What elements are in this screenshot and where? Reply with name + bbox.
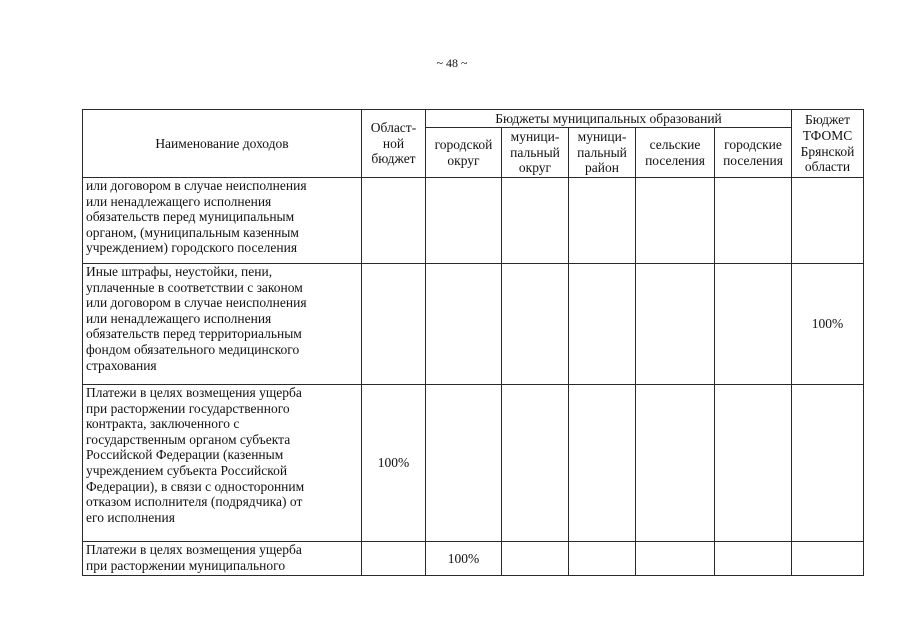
rural-share-cell [636, 385, 715, 542]
revenue-name-cell: или договором в случае неисполнения или ненадлежащего исполнения обязательств перед муниципальным органом, (муниципальным казенным учреждением) городского поселения [83, 178, 362, 264]
table-row [83, 178, 864, 264]
municipal-rayon-share-cell [569, 385, 636, 542]
tfoms-share-cell [792, 385, 864, 542]
municipal-okrug-share-cell [502, 542, 569, 576]
table-header [83, 110, 864, 178]
regional-share-cell [362, 178, 426, 264]
gorodskoy-okrug-share-cell [426, 178, 502, 264]
regional-share-cell [362, 542, 426, 576]
municipal-okrug-share-cell [502, 264, 569, 385]
municipal-rayon-share-cell [569, 264, 636, 385]
header-rural-settlements: сельские поселения [636, 128, 715, 178]
urban-share-cell [715, 542, 792, 576]
gorodskoy-okrug-share-cell: 100% [426, 542, 502, 576]
header-regional-budget: Област- ной бюджет [362, 110, 426, 178]
regional-share-cell [362, 264, 426, 385]
tfoms-share-cell [792, 178, 864, 264]
urban-share-cell [715, 385, 792, 542]
rural-share-cell [636, 178, 715, 264]
municipal-rayon-share-cell [569, 542, 636, 576]
table-row [83, 385, 864, 542]
table-row [83, 542, 864, 576]
municipal-rayon-share-cell [569, 178, 636, 264]
header-municipal-okrug: муници- пальный округ [502, 128, 569, 178]
header-municipal-rayon: муници- пальный район [569, 128, 636, 178]
urban-share-cell [715, 264, 792, 385]
municipal-okrug-share-cell [502, 178, 569, 264]
urban-share-cell [715, 178, 792, 264]
regional-share-cell: 100% [362, 385, 426, 542]
revenue-name-cell: Иные штрафы, неустойки, пени, уплаченные в соответствии с законом или договором в случае неисполнения или ненадлежащего исполнения обязательств перед территориальным фондом обязательного медицинского страхования [83, 264, 362, 385]
table-row [83, 264, 864, 385]
header-municipal-budgets: Бюджеты муниципальных образований [426, 110, 792, 128]
header-gorodskoy-okrug: городской округ [426, 128, 502, 178]
table-body [83, 178, 864, 576]
rural-share-cell [636, 542, 715, 576]
tfoms-share-cell: 100% [792, 264, 864, 385]
revenue-name-cell: Платежи в целях возмещения ущерба при расторжении государственного контракта, заключенного с государственным органом субъекта Российской Федерации (казенным учреждением субъекта Российской Федерации), в связи с односторонним отказом исполнителя (подрядчика) от его исполнения [83, 385, 362, 542]
gorodskoy-okrug-share-cell [426, 385, 502, 542]
header-revenue-name: Наименование доходов [83, 110, 362, 178]
revenue-distribution-table [82, 109, 864, 576]
tfoms-share-cell [792, 542, 864, 576]
revenue-name-cell: Платежи в целях возмещения ущерба при расторжении муниципального [83, 542, 362, 576]
header-urban-settlements: городские поселения [715, 128, 792, 178]
header-tfoms-budget: Бюджет ТФОМС Брянской области [792, 110, 864, 178]
municipal-okrug-share-cell [502, 385, 569, 542]
gorodskoy-okrug-share-cell [426, 264, 502, 385]
page-number: ~ 48 ~ [436, 56, 468, 70]
rural-share-cell [636, 264, 715, 385]
